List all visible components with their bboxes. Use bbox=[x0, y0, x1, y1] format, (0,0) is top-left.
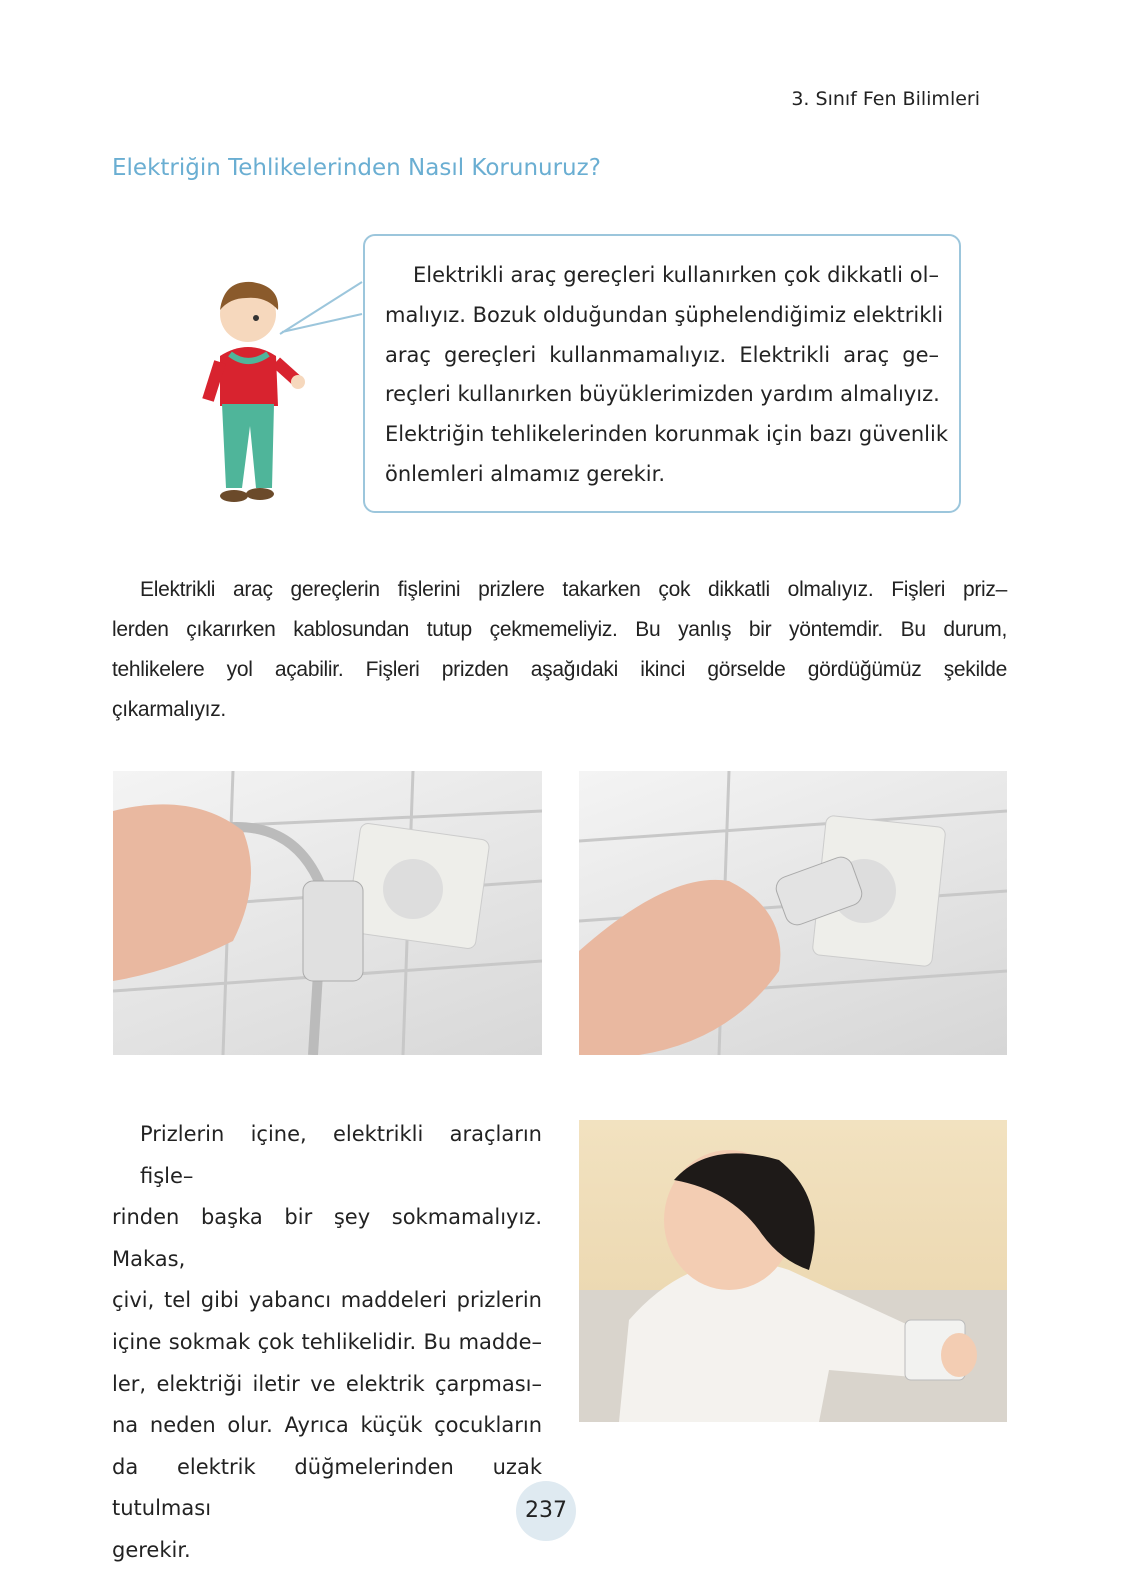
bubble-line: Elektrikli araç gereçleri kullanırken çok dikkatli ol– bbox=[413, 263, 939, 287]
bubble-line: reçleri kullanırken büyüklerimizden yardım almalıyız. bbox=[385, 382, 940, 407]
paragraph-line: gerekir. bbox=[112, 1537, 191, 1562]
paragraph-line: lerden çıkarırken kablosundan tutup çekmemeliyiz. Bu yanlış bir yöntemdir. Bu durum, bbox=[112, 618, 1007, 641]
bubble-line: önlemleri almamız gerekir. bbox=[385, 461, 666, 486]
paragraph-line: çivi, tel gibi yabancı maddeleri prizlerin bbox=[112, 1288, 542, 1313]
book-subject-header: 3. Sınıf Fen Bilimleri bbox=[791, 88, 980, 110]
speech-bubble bbox=[363, 234, 961, 513]
photo-child-near-switch bbox=[579, 1120, 1007, 1422]
paragraph-line: ler, elektriği iletir ve elektrik çarpması– bbox=[112, 1371, 542, 1396]
paragraph-sockets bbox=[112, 1114, 542, 1572]
bubble-line: malıyız. Bozuk olduğundan şüphelendiğimiz elektrikli bbox=[385, 302, 944, 327]
paragraph-line: Elektrikli araç gereçlerin fişlerini prizlere takarken çok dikkatli olmalıyız. Fişleri priz– bbox=[140, 578, 1007, 601]
section-title: Elektriğin Tehlikelerinden Nasıl Korunuruz? bbox=[112, 155, 601, 181]
paragraph-line: rinden başka bir şey sokmamalıyız. Makas, bbox=[112, 1205, 542, 1271]
paragraph-plugs bbox=[112, 570, 1007, 730]
paragraph-line: da elektrik düğmelerinden uzak tutulması bbox=[112, 1454, 542, 1521]
bubble-line: Elektriğin tehlikelerinden korunmak için bazı güvenlik bbox=[385, 422, 949, 447]
boy-illustration bbox=[190, 276, 370, 516]
paragraph-line: çıkarmalıyız. bbox=[112, 698, 226, 721]
page-number: 237 bbox=[516, 1481, 576, 1541]
paragraph-line: içine sokmak çok tehlikelidir. Bu madde– bbox=[112, 1329, 542, 1354]
photo-pulling-plug-correct bbox=[579, 771, 1007, 1055]
paragraph-line: Prizlerin içine, elektrikli araçların fişle– bbox=[140, 1122, 542, 1188]
paragraph-line: na neden olur. Ayrıca küçük çocukların bbox=[112, 1413, 542, 1438]
bubble-line: araç gereçleri kullanmamalıyız. Elektrikli araç ge– bbox=[385, 342, 939, 367]
photo-pulling-cord-wrong bbox=[113, 771, 542, 1055]
paragraph-line: tehlikelere yol açabilir. Fişleri prizden aşağıdaki ikinci görselde gördüğümüz şekilde bbox=[112, 658, 1007, 681]
